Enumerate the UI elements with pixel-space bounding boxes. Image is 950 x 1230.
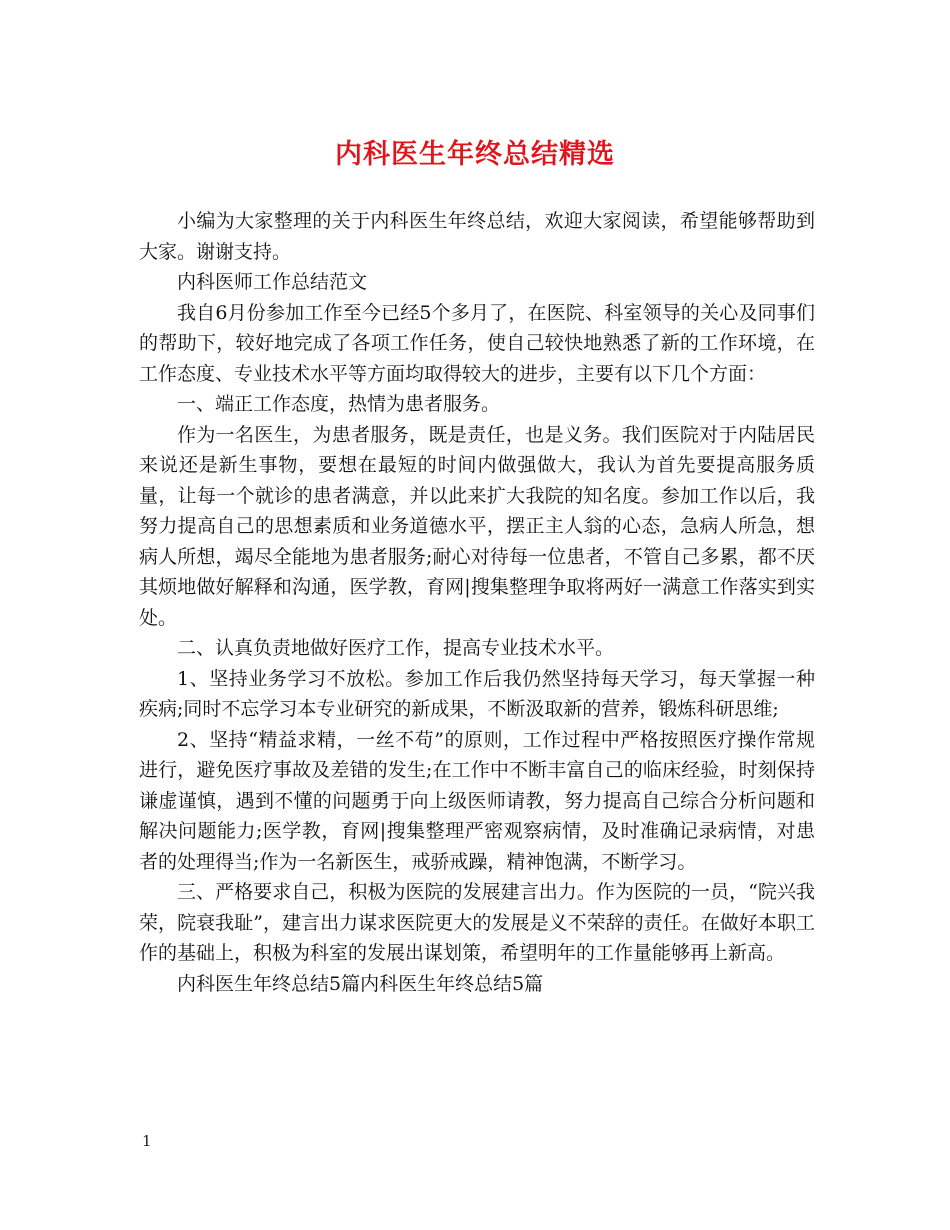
paragraph-principle: 2、坚持“精益求精，一丝不苟”的原则，工作过程中严格按照医疗操作常规进行，避免医疗事故及差错的发生;在工作中不断丰富自己的临床经验，时刻保持谦虚谨慎，遇到不懂的问题勇于向上级医师请教，努力提高自己综合分析问题和解决问题能力;医学教，育网|搜集整理严密观察病情，及时准确记录病情，对患者的处理得当;作为一名新医生，戒骄戒躁，精神饱满，不断学习。 <box>139 728 815 873</box>
paragraph-study: 1、坚持业务学习不放松。参加工作后我仍然坚持每天学习，每天掌握一种疾病;同时不忘学习本专业研究的新成果，不断汲取新的营养，锻炼科研思维; <box>139 667 815 720</box>
section-heading-1: 一、端正工作态度，热情为患者服务。 <box>177 393 501 415</box>
paragraph-intro: 小编为大家整理的关于内科医生年终总结，欢迎大家阅读，希望能够帮助到大家。谢谢支持。 <box>139 210 815 263</box>
paragraph-opening: 我自6月份参加工作至今已经5个多月了，在医院、科室领导的关心及同事们的帮助下，较好地完成了各项工作任务，使自己较快地熟悉了新的工作环境，在工作态度、专业技术水平等方面均取得较大的进步，主要有以下几个方面： <box>139 301 815 385</box>
document-body <box>139 206 815 999</box>
section-heading-3: 三、严格要求自己，积极为医院的发展建言出力。作为医院的一员，“院兴我荣，院衰我耻”，建言出力谋求医院更大的发展是义不荣辞的责任。在做好本职工作的基础上，积极为科室的发展出谋划策，希望明年的工作量能够再上新高。 <box>139 881 815 964</box>
section-heading-2: 二、认真负责地做好医疗工作，提高专业技术水平。 <box>177 637 615 659</box>
paragraph-subtitle: 内科医师工作总结范文 <box>177 271 368 293</box>
paragraph-closing: 内科医生年终总结5篇内科医生年终总结5篇 <box>177 972 544 995</box>
document-title: 内科医生年终总结精选 <box>335 139 615 170</box>
paragraph-service: 作为一名医生，为患者服务，既是责任，也是义务。我们医院对于内陆居民来说还是新生事物，要想在最短的时间内做强做大，我认为首先要提高服务质量，让每一个就诊的患者满意，并以此来扩大我院的知名度。参加工作以后，我努力提高自己的思想素质和业务道德水平，摆正主人翁的心态，急病人所急，想病人所想，竭尽全能地为患者服务;耐心对待每一位患者，不管自己多累，都不厌其烦地做好解释和沟通，医学教，育网|搜集整理争取将两好一满意工作落实到实处。 <box>139 423 815 629</box>
page-number: 1 <box>142 1132 152 1150</box>
